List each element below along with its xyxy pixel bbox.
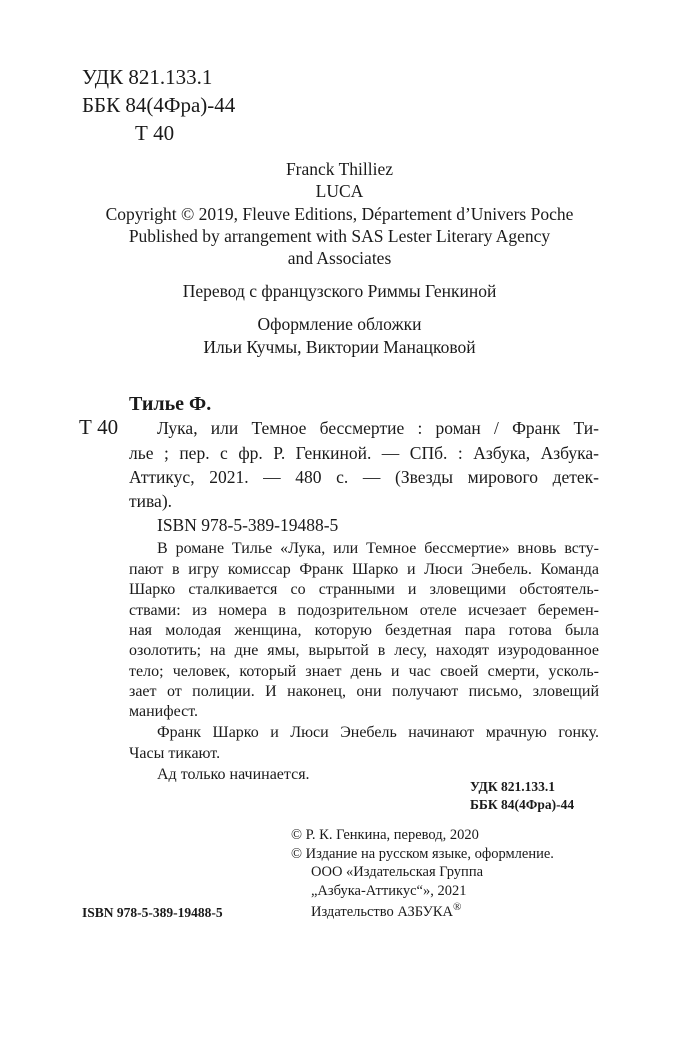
annotation-line: Шарко сталкивается со странными и зловещими обстоятель- (129, 581, 599, 598)
annotation-line: озолотить; на дне ямы, вырытой в лесу, находят изуродованное (129, 642, 599, 659)
catalog-mark: Т 40 (79, 415, 119, 439)
annotation-line: зает от полиции. И наконец, они получают письмо, зловещий (129, 683, 599, 700)
catalog-entry-line: лье ; пер. с фр. Р. Генкиной. — СПб. : Азбука, Азбука- (129, 443, 599, 463)
footer-bbk: ББК 84(4Фра)-44 (470, 797, 575, 812)
registered-mark: ® (453, 901, 462, 913)
catalog-isbn: ISBN 978-5-389-19488-5 (157, 515, 339, 535)
rights-translation: © Р. К. Генкина, перевод, 2020 (291, 827, 479, 843)
arrangement-line-1: Published by arrangement with SAS Lester Literary Agency (128, 226, 551, 246)
imprint-name: Издательство АЗБУКА (311, 903, 453, 920)
footer-udk: УДК 821.133.1 (470, 779, 555, 794)
annotation-line: ствами: из номера в подозрительном отеле исчезает беремен- (129, 602, 599, 619)
annotation-line: пают в игру комиссар Франк Шарко и Люси Энебель. Команда (129, 561, 599, 578)
catalog-entry-line: Лука, или Темное бессмертие : роман / Франк Ти- (157, 418, 599, 438)
annotation-line: Часы тикают. (129, 745, 221, 762)
catalog-entry-line: тива). (129, 491, 173, 511)
annotation-line: тело; человек, который знает день и час своей смерти, усколь- (129, 663, 599, 680)
cover-design-names: Ильи Кучмы, Виктории Манацковой (203, 337, 476, 357)
catalog-heading: Тилье Ф. (129, 393, 212, 415)
catalog-entry-line: Аттикус, 2021. — 480 с. — (Звезды мирового детек- (129, 467, 599, 487)
arrangement-line-2: and Associates (287, 248, 392, 268)
annotation-line: Франк Шарко и Люси Энебель начинают мрачную гонку. (157, 724, 599, 741)
copyright-line: Copyright © 2019, Fleuve Editions, Département d’Univers Poche (105, 204, 574, 224)
rights-imprint (311, 901, 461, 921)
bbk-code: ББК 84(4Фра)-44 (82, 93, 236, 117)
rights-edition: © Издание на русском языке, оформление. (291, 846, 554, 862)
udk-code: УДК 821.133.1 (82, 65, 213, 89)
annotation-line: манифест. (129, 703, 198, 720)
original-title: LUCA (315, 181, 364, 201)
annotation-line: Ад только начинается. (157, 766, 310, 783)
translation-credit: Перевод с французского Риммы Генкиной (182, 281, 497, 301)
cover-design-title: Оформление обложки (257, 314, 422, 334)
rights-publisher-group: ООО «Издательская Группа (311, 864, 484, 880)
author-mark: Т 40 (135, 121, 175, 145)
annotation-line: В романе Тилье «Лука, или Темное бессмертие» вновь всту- (157, 540, 599, 557)
rights-publisher-name: „Азбука-Аттикус“», 2021 (311, 883, 467, 899)
annotation-line: ная молодая женщина, которую бездетная пара готова была (129, 622, 599, 639)
original-author: Franck Thilliez (285, 159, 394, 179)
bottom-isbn: ISBN 978-5-389-19488-5 (82, 905, 223, 920)
